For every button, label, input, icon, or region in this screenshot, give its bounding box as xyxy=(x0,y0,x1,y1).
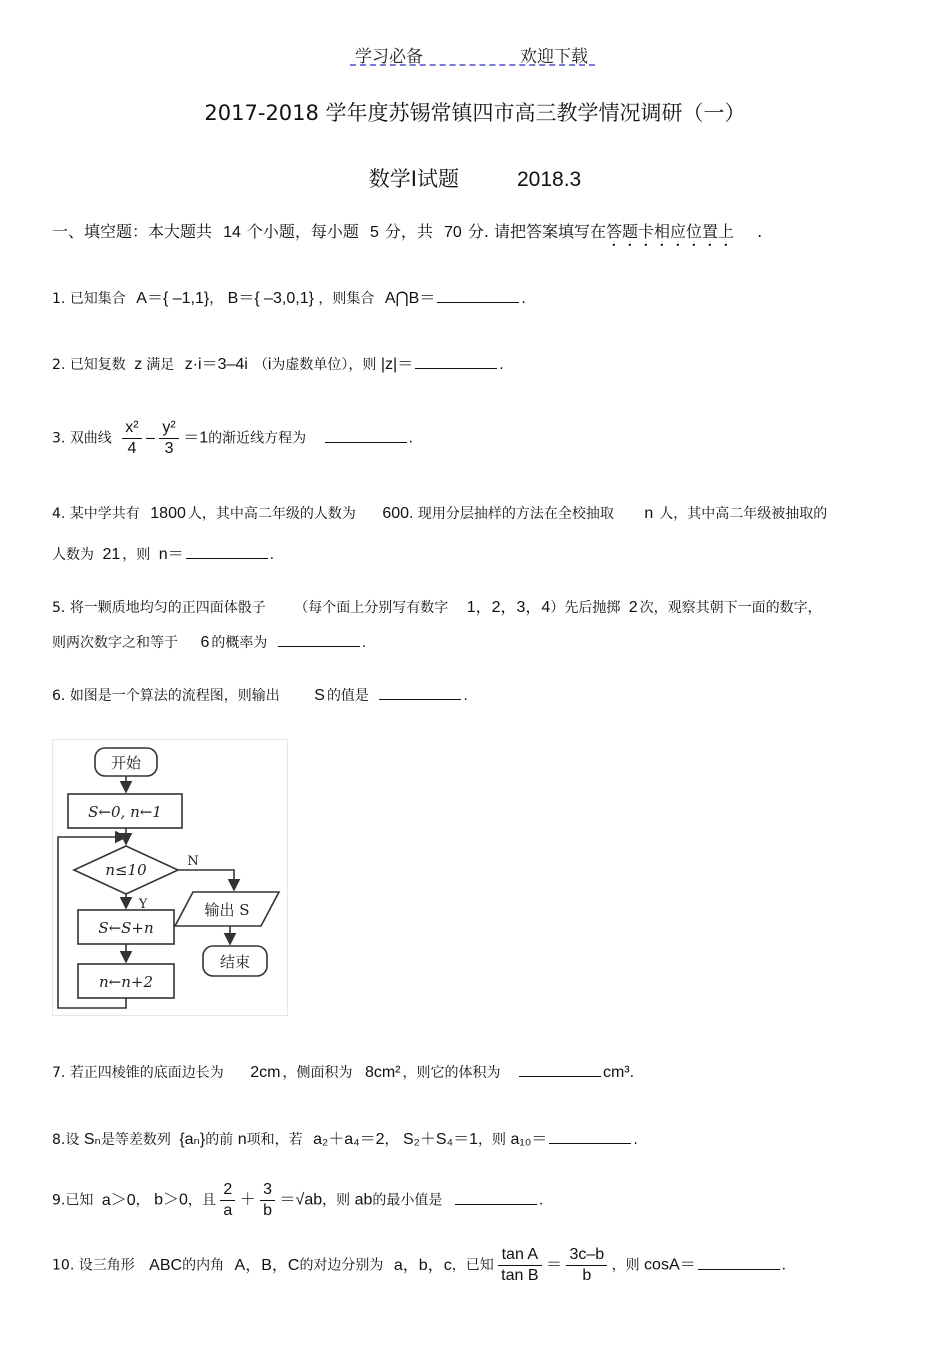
q9-cond2: b＞0 xyxy=(154,1191,188,1209)
q2-num: 2. xyxy=(52,357,66,373)
q1-expr: A⋂B＝ xyxy=(384,290,436,307)
q10-text3: 的对边分别为 xyxy=(299,1257,384,1274)
q10-f2-num: 3c–b xyxy=(566,1245,607,1266)
q8-sn: Sₙ xyxy=(83,1131,101,1148)
q4-n: n xyxy=(644,505,654,522)
answer-blank[interactable] xyxy=(415,354,497,369)
question-9 xyxy=(52,1180,543,1221)
flow-condition-label: n≤10 xyxy=(105,861,147,879)
flow-arrow-no xyxy=(178,870,234,890)
section-mid2: 分，共 xyxy=(384,222,433,241)
q6-s: S xyxy=(314,687,325,704)
q3-frac-x xyxy=(122,418,141,459)
q8-text2: 是等差数列 xyxy=(100,1132,171,1148)
q9-ab: ab xyxy=(354,1191,373,1209)
q8-cond2: S₂＋S₄＝1 xyxy=(403,1131,478,1148)
question-4-line2 xyxy=(52,541,274,564)
header-left: 学习必备 xyxy=(355,47,423,67)
q6-text2: 的值是 xyxy=(326,688,369,704)
q10-f1-den: tan B xyxy=(501,1267,539,1284)
q10-abc: ABC xyxy=(149,1256,183,1274)
subtitle-text: 数学Ⅰ试题 xyxy=(368,167,459,191)
q7-end: . xyxy=(629,1065,635,1081)
flow-output-label: 输出 S xyxy=(204,901,250,919)
q2-text2: 满足 xyxy=(146,357,175,373)
page-subtitle xyxy=(0,163,950,193)
answer-blank[interactable] xyxy=(437,288,519,303)
q4-line2a: 人数为 xyxy=(52,547,94,563)
q6-text1: 如图是一个算法的流程图，则输出 xyxy=(69,688,280,704)
answer-blank[interactable] xyxy=(455,1190,537,1205)
q3-frac-y xyxy=(159,418,178,459)
q4-num: 4. xyxy=(52,506,66,522)
question-3: 3. 双曲线 $\frac{\text{x²}}{4}$ – $\frac{\text{y²}}{3}$ ＝1的渐近线方程为 . xyxy=(52,419,413,457)
q10-text2: 的内角 xyxy=(182,1257,225,1274)
q5-six: 6 xyxy=(200,634,210,651)
q9-f1-den: a xyxy=(223,1202,233,1219)
q9-frac-1 xyxy=(220,1180,235,1221)
q7-text3: ，则它的体积为 xyxy=(402,1065,501,1081)
q8-ans: a₁₀＝ xyxy=(510,1131,548,1148)
q9-cond1: a＞0 xyxy=(101,1191,136,1209)
q9-text1: 已知 xyxy=(65,1192,94,1209)
question-1 xyxy=(52,285,526,308)
q8-text5: ，则 xyxy=(478,1132,506,1148)
question-7 xyxy=(52,1062,634,1082)
q8-sep: ， xyxy=(384,1132,399,1148)
q8-text1: 设 xyxy=(65,1132,80,1148)
q2-i: i xyxy=(267,356,272,373)
section-count: 14 xyxy=(223,224,241,241)
q2-z: z xyxy=(134,356,143,373)
section-mid1: 个小题，每小题 xyxy=(246,222,359,241)
q5-text3: ）先后抛掷 xyxy=(550,600,621,616)
flow-yes-label: Y xyxy=(138,897,148,912)
flowchart-svg xyxy=(53,740,287,1015)
q8-end: . xyxy=(633,1132,638,1148)
q2-abs: |z|＝ xyxy=(380,356,414,373)
q10-text1: 设三角形 xyxy=(78,1257,135,1274)
header-right: 欢迎下载 xyxy=(520,47,588,67)
q4-text3: . 现用分层抽样的方法在全校抽取 xyxy=(409,506,614,522)
q5-nums: 1，2，3，4 xyxy=(466,599,551,616)
q9-f2-den: b xyxy=(263,1202,273,1219)
q5-line2a: 则两次数字之和等于 xyxy=(52,635,178,651)
q5-end: . xyxy=(361,635,367,651)
question-5-line2 xyxy=(52,632,366,652)
q8-text4: 项和，若 xyxy=(246,1132,303,1148)
q5-text4: 次，观察其朝下一面的数字， xyxy=(639,600,822,616)
q5-text2: （每个面上分别写有数字 xyxy=(294,600,449,616)
q4-n3: 21 xyxy=(102,546,121,563)
q10-frac-1 xyxy=(498,1245,541,1286)
q3-text1: 双曲线 xyxy=(69,430,112,447)
q7-num: 7. xyxy=(52,1065,66,1081)
q9-sep: ， xyxy=(135,1192,150,1209)
q10-text4: ，已知 xyxy=(451,1257,494,1274)
question-10 xyxy=(52,1245,786,1286)
q5-line2b: 的概率为 xyxy=(211,635,268,651)
q9-frac-2 xyxy=(260,1180,275,1221)
question-5-line1 xyxy=(52,594,822,617)
section-heading xyxy=(52,219,762,250)
q9-text2: ，且 xyxy=(187,1192,216,1209)
question-4-line1 xyxy=(52,503,827,523)
section-total: 70 xyxy=(444,224,462,241)
flowchart xyxy=(52,739,288,1016)
q8-an: {aₙ} xyxy=(179,1131,206,1148)
subtitle-year: 2018.3 xyxy=(516,168,582,191)
q6-end: . xyxy=(463,688,468,704)
answer-blank[interactable] xyxy=(278,632,360,647)
q4-n1: 1800 xyxy=(150,505,186,522)
q7-unit: cm³ xyxy=(602,1064,630,1081)
q10-sides: a，b，c xyxy=(393,1256,452,1274)
question-8 xyxy=(52,1126,638,1149)
q7-text2: ，侧面积为 xyxy=(282,1065,353,1081)
q5-times: 2 xyxy=(628,599,638,616)
q7-text1: 若正四棱锥的底面边长为 xyxy=(69,1065,224,1081)
q1-end: . xyxy=(521,291,526,307)
section-end: . xyxy=(757,222,763,241)
q4-line2b: ，则 xyxy=(122,547,151,563)
q9-f2-num: 3 xyxy=(260,1180,275,1201)
answer-blank[interactable] xyxy=(549,1129,631,1144)
q10-text5: ，则 xyxy=(611,1257,640,1274)
q10-f2-den: b xyxy=(582,1267,592,1284)
q4-text2: 人，其中高二年级的人数为 xyxy=(187,506,356,522)
section-mid3: 分. 请把答案填写在 xyxy=(467,222,607,241)
q1-text2: ，则集合 xyxy=(318,291,375,307)
q3-eq: ＝1 xyxy=(183,429,209,447)
q9-f1-num: 2 xyxy=(220,1180,235,1201)
question-6 xyxy=(52,685,468,705)
q9-text3: ，则 xyxy=(322,1192,351,1209)
q10-ans: cosA＝ xyxy=(644,1256,696,1274)
q2-eq: z·i＝3–4i xyxy=(184,356,248,373)
q9-plus: ＋ xyxy=(239,1191,256,1209)
page-title: 2017-2018 学年度苏锡常镇四市高三教学情况调研（一） xyxy=(204,101,746,125)
q10-f1-num: tan A xyxy=(498,1245,541,1266)
q8-text3: 的前 xyxy=(205,1132,234,1148)
answer-blank[interactable] xyxy=(519,1062,601,1077)
q8-cond1: a₂＋a₄＝2 xyxy=(313,1131,385,1148)
answer-blank[interactable] xyxy=(698,1255,780,1270)
q3-end: . xyxy=(408,430,413,447)
q3-text2: 的渐近线方程为 xyxy=(208,430,307,447)
answer-blank[interactable] xyxy=(325,428,407,443)
q9-eq: ＝√ab xyxy=(279,1191,323,1209)
q3-num: 3. xyxy=(52,430,66,447)
flow-init-label: S←0, n←1 xyxy=(88,803,162,821)
q3-x-den: 4 xyxy=(127,440,137,457)
q9-end: . xyxy=(538,1192,544,1209)
question-2 xyxy=(52,351,504,374)
q10-eq: ＝ xyxy=(545,1256,562,1274)
q1-setB: B＝{ –3,0,1} xyxy=(227,290,314,307)
q1-num: 1. xyxy=(52,291,66,307)
q5-text1: 将一颗质地均匀的正四面体骰子 xyxy=(69,600,266,616)
q1-setA: A＝{ –1,1} xyxy=(136,290,210,307)
q1-sep: ， xyxy=(209,291,224,307)
answer-blank[interactable] xyxy=(379,685,461,700)
q9-text4: 的最小值是 xyxy=(372,1192,443,1209)
q10-angles: A，B，C xyxy=(234,1256,300,1274)
q7-len: 2cm xyxy=(250,1064,281,1081)
flow-end-label: 结束 xyxy=(219,953,251,971)
flow-update-n-label: n←n+2 xyxy=(98,973,154,991)
q5-num: 5. xyxy=(52,600,66,616)
flow-start-label: 开始 xyxy=(110,754,142,772)
q7-area: 8cm² xyxy=(364,1064,401,1081)
flow-update-s-label: S←S+n xyxy=(98,919,154,937)
q9-num: 9. xyxy=(52,1192,66,1209)
q8-num: 8. xyxy=(52,1132,66,1148)
q2-text1: 已知复数 xyxy=(69,357,126,373)
q10-end: . xyxy=(781,1257,787,1274)
q6-num: 6. xyxy=(52,688,66,704)
q3-x-num: x² xyxy=(122,418,141,439)
flow-no-label: N xyxy=(187,854,199,869)
q1-text1: 已知集合 xyxy=(69,291,126,307)
q4-n2: 600 xyxy=(382,505,410,522)
q10-num: 10. xyxy=(52,1257,75,1274)
q4-text1: 某中学共有 xyxy=(69,506,140,522)
section-emphasis: 答题卡相应位置上 xyxy=(606,222,735,241)
section-points: 5 xyxy=(370,224,379,241)
q3-y-num: y² xyxy=(159,418,178,439)
q2-text4: 为虚数单位），则 xyxy=(271,357,377,373)
answer-blank[interactable] xyxy=(186,544,268,559)
q2-text3: （ xyxy=(253,357,268,373)
q10-frac-2 xyxy=(566,1245,607,1286)
q8-n: n xyxy=(237,1131,247,1148)
header-divider xyxy=(350,64,595,66)
q2-end: . xyxy=(499,357,504,373)
q4-end: . xyxy=(269,547,275,563)
q3-y-den: 3 xyxy=(164,440,174,457)
q4-ans: n＝ xyxy=(158,546,184,563)
section-prefix: 一、填空题：本大题共 xyxy=(52,222,213,241)
q4-text4: 人，其中高二年级被抽取的 xyxy=(659,506,828,522)
